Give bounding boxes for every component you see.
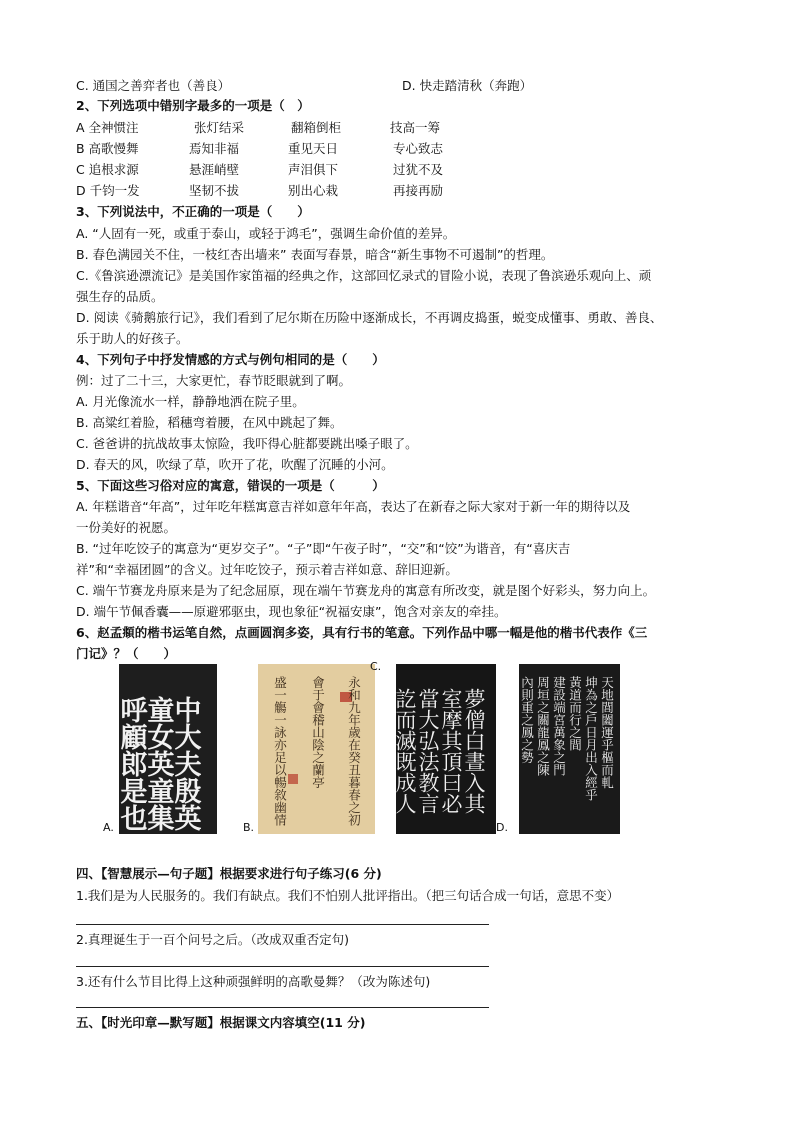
answer-line-2[interactable] — [76, 966, 489, 967]
q4-stem: 4、下列句子中抒发情感的方式与例句相同的是（ ） — [76, 352, 385, 367]
q2-b-w2: 焉知非福 — [189, 141, 240, 156]
q6-stem: 6、赵孟頫的楷书运笔自然，点画圆润多姿，具有行书的笔意。下列作品中哪一幅是他的楷书代表作《三 — [76, 625, 648, 640]
q3-option-a: A. “人固有一死，或重于泰山，或轻于鸿毛”，强调生命价值的差异。 — [76, 226, 456, 241]
q2-b-w4: 专心致志 — [393, 141, 444, 156]
q3-option-b: B. 春色满园关不住，一枝红杏出墙来” 表面写春景，暗含“新生事物不可遏制”的哲理。 — [76, 247, 554, 262]
q3-option-c-cont: 强生存的品质。 — [76, 289, 164, 304]
image-b-col-1: 永和九年歲在癸丑暮春之初 — [346, 676, 362, 826]
sec4-q1: 1.我们是为人民服务的。我们有缺点。我们不怕别人批评指出。（把三句话合成一句话，意思不变） — [76, 888, 620, 903]
image-d-col-6: 內則重之鳳之勢 — [519, 676, 535, 764]
calligraphy-image-b[interactable] — [258, 664, 375, 834]
calligraphy-image-d[interactable] — [519, 664, 620, 834]
q2-d-w3: 别出心栽 — [288, 183, 339, 198]
image-c-col-3: 當大弘法教言 — [416, 688, 440, 814]
option-c: C. 通国之善弈者也（善良） — [76, 78, 231, 93]
image-c-label: C. — [370, 660, 382, 673]
image-c-col-2: 室摩其頂曰必 — [439, 688, 463, 814]
image-d-col-3: 黃道而行之間 — [567, 676, 583, 751]
q4-option-d: D. 春天的风，吹绿了草，吹开了花，吹醒了沉睡的小河。 — [76, 457, 394, 472]
calligraphy-image-c[interactable] — [393, 664, 496, 834]
option-d: D. 快走踏清秋（奔跑） — [402, 78, 533, 93]
q6-stem-cont: 门记》？（ ） — [76, 646, 177, 661]
sec4-q3: 3.还有什么节目比得上这种顽强鲜明的高歌曼舞？（改为陈述句) — [76, 974, 431, 989]
answer-line-1[interactable] — [76, 924, 489, 925]
q5-option-a: A. 年糕谐音“年高”，过年吃年糕寓意吉祥如意年年高，表达了在新春之际大家对于新一年的期待以及 — [76, 499, 631, 514]
q4-option-a: A. 月光像流水一样，静静地洒在院子里。 — [76, 394, 305, 409]
q2-c-w4: 过犹不及 — [393, 162, 444, 177]
q2-b-label: B 高歌慢舞 — [76, 141, 139, 156]
q3-stem: 3、下列说法中，不正确的一项是（ ） — [76, 204, 310, 219]
section-5-title: 五、【时光印章—默写题】根据课文内容填空(11 分) — [76, 1015, 366, 1030]
image-d-col-1: 天地閭闔運乎樞而軋 — [599, 676, 615, 789]
image-d-label: D. — [496, 821, 508, 834]
q2-c-label: C 追根求源 — [76, 162, 139, 177]
sec4-q2: 2.真理诞生于一百个问号之后。（改成双重否定句) — [76, 932, 350, 947]
q2-c-w2: 悬涯峭壁 — [189, 162, 240, 177]
q2-a-w2: 张灯结采 — [194, 120, 245, 135]
q2-a-w4: 技高一筹 — [390, 120, 441, 135]
q5-option-a-cont: 一份美好的祝愿。 — [76, 520, 177, 535]
q5-option-c: C. 端午节赛龙舟原来是为了纪念屈原，现在端午节赛龙舟的寓意有所改变，就是图个好彩头，努力向上。 — [76, 583, 656, 598]
q5-option-b: B. “过年吃饺子的寓意为“更岁交子”。“子”即“午夜子时”，“交”和“饺”为谐音，有“喜庆吉 — [76, 541, 571, 556]
q2-b-w3: 重见天日 — [288, 141, 339, 156]
q4-option-b: B. 高粱红着脸，稻穗弯着腰，在风中跳起了舞。 — [76, 415, 343, 430]
section-4-title: 四、【智慧展示—句子题】根据要求进行句子练习(6 分) — [76, 866, 382, 881]
q5-option-d: D. 端午节佩香囊——原避邪驱虫，现也象征“祝福安康”，饱含对亲友的牵挂。 — [76, 604, 507, 619]
q5-option-b-cont: 祥”和“幸福团圆”的含义。过年吃饺子，预示着吉祥如意、辞旧迎新。 — [76, 562, 458, 577]
q2-a-w3: 翻箱倒柜 — [291, 120, 342, 135]
q5-stem: 5、下面这些习俗对应的寓意，错误的一项是（ ） — [76, 478, 385, 493]
q2-d-w4: 再接再励 — [393, 183, 444, 198]
q2-c-w3: 声泪俱下 — [288, 162, 339, 177]
q2-d-w2: 坚韧不拔 — [189, 183, 240, 198]
image-d-col-4: 建設端宮萬象之門 — [551, 676, 567, 776]
image-a-col-1: 中大夫殷英 — [169, 696, 201, 831]
calligraphy-image-a[interactable] — [115, 664, 217, 834]
image-d-col-2: 坤為之戶日月出入經乎 — [583, 676, 599, 801]
q2-stem: 2、下列选项中错别字最多的一项是（ ） — [76, 98, 310, 113]
q4-option-c: C. 爸爸讲的抗战故事太惊险，我吓得心脏都要跳出嗓子眼了。 — [76, 436, 418, 451]
q2-a-label: A 全神惯注 — [76, 120, 139, 135]
image-a-label: A. — [103, 821, 114, 834]
q2-d-label: D 千钧一发 — [76, 183, 140, 198]
q3-option-d-cont: 乐于助人的好孩子。 — [76, 331, 189, 346]
image-a-col-3: 呼顧郎是也 — [115, 696, 147, 831]
image-b-label: B. — [243, 821, 255, 834]
image-a-col-2: 童女英童集 — [142, 696, 174, 831]
answer-line-3[interactable] — [76, 1007, 489, 1008]
image-b-col-3: 盛一觴一詠亦足以暢敘幽情 — [272, 676, 288, 826]
image-c-col-4: 訖而滅既成人 — [393, 688, 417, 814]
q4-example: 例：过了二十三，大家更忙，春节眨眼就到了啊。 — [76, 373, 352, 388]
q3-option-c: C.《鲁滨逊漂流记》是美国作家笛福的经典之作，这部回忆录式的冒险小说，表现了鲁滨逊乐观向上、顽 — [76, 268, 652, 283]
image-b-col-2: 會于會稽山陰之蘭亭 — [310, 676, 326, 789]
image-c-col-1: 夢僧白晝入其 — [462, 688, 486, 814]
image-d-col-5: 周垣之關龍鳳之陳 — [535, 676, 551, 776]
q3-option-d: D. 阅读《骑鹅旅行记》，我们看到了尼尔斯在历险中逐渐成长，不再调皮捣蛋，蜕变成懂事、勇敢、善良、 — [76, 310, 663, 325]
